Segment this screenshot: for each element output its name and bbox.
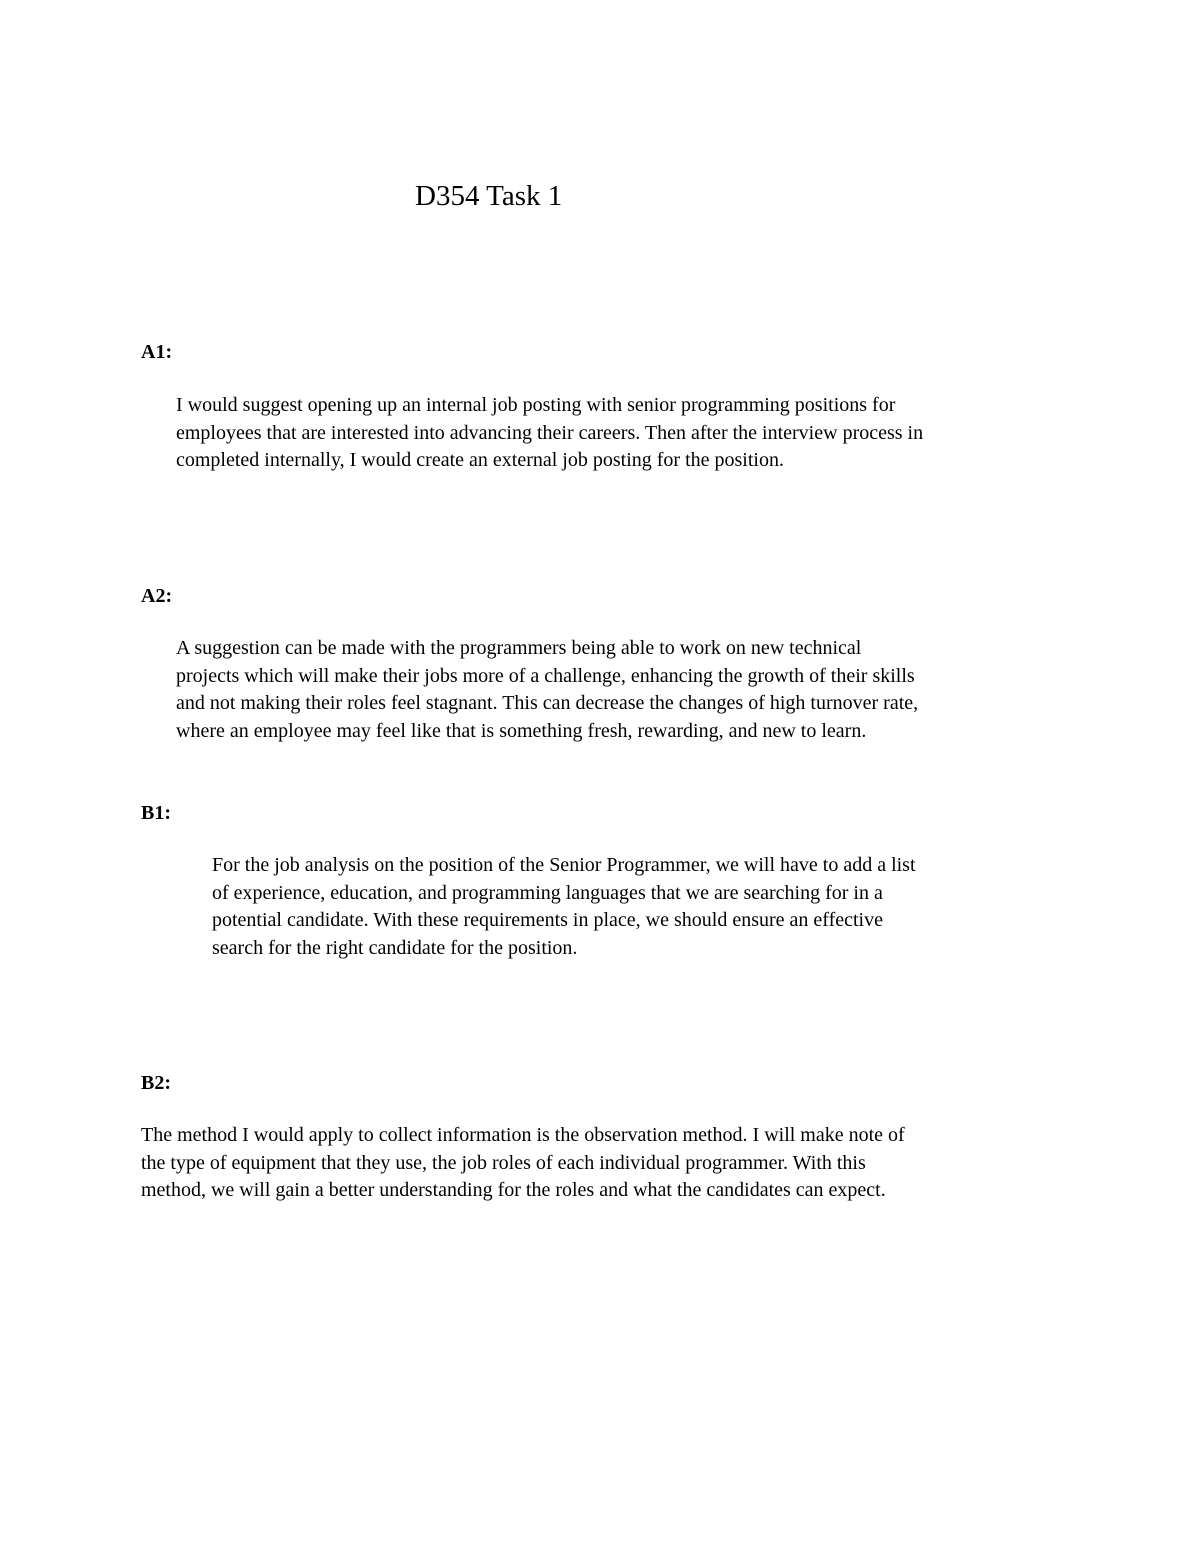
body-line: potential candidate. With these requirements in place, we should ensure an effective bbox=[212, 909, 883, 931]
body-line: I would suggest opening up an internal job posting with senior programming positions for bbox=[176, 394, 896, 416]
body-line: completed internally, I would create an external job posting for the position. bbox=[176, 449, 784, 471]
section-body-b2 bbox=[141, 1122, 905, 1205]
body-line: of experience, education, and programming languages that we are searching for in a bbox=[212, 881, 883, 904]
body-line: and not making their roles feel stagnant. This can decrease the changes of high turnover rate, bbox=[176, 692, 919, 714]
body-line: method, we will gain a better understanding for the roles and what the candidates can expect. bbox=[141, 1179, 886, 1201]
section-heading-a2: A2: bbox=[141, 585, 173, 607]
body-line: projects which will make their jobs more of a challenge, enhancing the growth of their skills bbox=[176, 664, 915, 687]
body-line: For the job analysis on the position of the Senior Programmer, we will have to add a list bbox=[212, 854, 916, 876]
section-heading-a1: A1: bbox=[141, 341, 173, 363]
section-heading-b2: B2: bbox=[141, 1072, 171, 1094]
section-body-a1 bbox=[176, 392, 923, 475]
body-line: where an employee may feel like that is something fresh, rewarding, and new to learn. bbox=[176, 719, 867, 742]
body-line: A suggestion can be made with the programmers being able to work on new technical bbox=[176, 637, 862, 659]
section-body-b1 bbox=[212, 852, 916, 962]
body-line: search for the right candidate for the position. bbox=[212, 936, 578, 959]
body-line: The method I would apply to collect information is the observation method. I will make note of bbox=[141, 1124, 905, 1146]
body-line: the type of equipment that they use, the job roles of each individual programmer. With this bbox=[141, 1151, 866, 1174]
body-line: employees that are interested into advancing their careers. Then after the interview process in bbox=[176, 421, 924, 444]
section-body-a2 bbox=[176, 635, 918, 745]
section-heading-b1: B1: bbox=[141, 802, 171, 824]
document-title: D354 Task 1 bbox=[415, 180, 563, 212]
